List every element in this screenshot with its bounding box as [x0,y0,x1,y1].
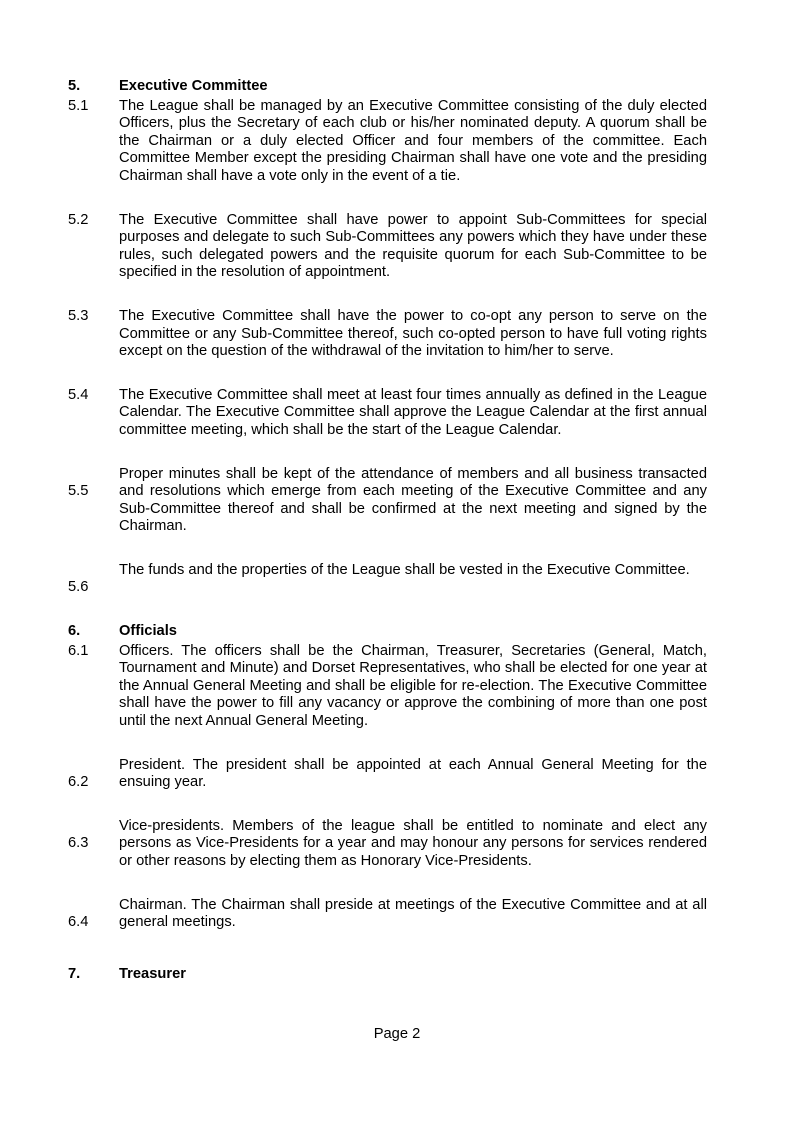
clause-number: 6.4 [68,914,89,931]
clause-number: 5.5 [68,483,89,500]
clause-row [68,818,707,871]
clause-number: 5.1 [68,97,89,114]
clause-row [68,466,707,536]
section-number: 5. [68,78,81,94]
clause-number: 6.3 [68,835,89,852]
clause-number: 6.1 [68,642,89,659]
section-number: 6. [68,623,81,640]
clause-text: Proper minutes shall be kept of the attendance of members and all business transacted and resolutions which emerge from each meeting of the Executive Committee and any Sub-Committee thereof and shall be confirmed at the next meeting and signed by the Chairman. [119,465,707,535]
clause-row [68,98,707,186]
section-executive-committee [68,78,707,597]
section-heading [68,966,707,984]
clause-text: The Executive Committee shall have power to appoint Sub-Committees for special purposes and delegate to such Sub-Committees any powers which they have under these rules, such delegated powers and the requisite quorum for each Sub-Committee to be specified in the resolution of appointment. [119,211,707,281]
clause-row [68,562,707,597]
section-number: 7. [68,965,81,982]
clause-text: President. The president shall be appointed at each Annual General Meeting for the ensuing year. [119,756,707,791]
section-treasurer [68,966,707,984]
clause-row [68,897,707,932]
page-footer [0,1026,794,1044]
clause-number: 5.3 [68,307,89,324]
section-title: Officials [119,623,177,640]
clause-row [68,308,707,361]
clause-number: 5.2 [68,211,89,228]
clause-row [68,757,707,792]
section-officials [68,623,707,932]
clause-row [68,212,707,282]
clause-text: The Executive Committee shall meet at least four times annually as defined in the League Calendar. The Executive Committee shall approve the League Calendar at the first annual committee meeting, which shall be the start of the League Calendar. [119,386,707,438]
clause-text: Vice-presidents. Members of the league shall be entitled to nominate and elect any persons as Vice-Presidents for a year and may honour any persons for services rendered or other reasons by electing them as Honorary Vice-Presidents. [119,817,707,869]
clause-text: The Executive Committee shall have the power to co-opt any person to serve on the Committee or any Sub-Committee thereof, such co-opted person to have full voting rights except on the question of the withdrawal of the invitation to him/her to serve. [119,307,707,360]
section-heading [68,623,707,641]
clause-number: 6.2 [68,774,89,791]
clause-number: 5.4 [68,386,89,403]
clause-text: The funds and the properties of the League shall be vested in the Executive Committee. [119,561,690,578]
clause-text: Chairman. The Chairman shall preside at meetings of the Executive Committee and at all general meetings. [119,896,707,931]
clause-text: The League shall be managed by an Executive Committee consisting of the duly elected Officers, plus the Secretary of each club or his/her nominated deputy. A quorum shall be the Chairman or a duly elected Officer and four members of the committee. Each Committee Member except the presiding Chairman shall have one vote and the presiding Chairman shall have a vote only in the event of a tie. [119,97,707,184]
clause-number: 5.6 [68,579,89,596]
page-number-label: Page 2 [373,1026,421,1042]
section-heading [68,78,707,96]
clause-row [68,643,707,731]
section-title: Executive Committee [119,78,268,94]
section-title: Treasurer [119,965,186,982]
clause-text: Officers. The officers shall be the Chairman, Treasurer, Secretaries (General, Match, Tournament and Minute) and Dorset Representatives, who shall be elected for one year at the Annual General Meeting and shall be eligible for re-election. The Executive Committee shall have the power to fill any vacancy or approve the combining of more than one post until the next Annual General Meeting. [119,642,707,730]
document-content [68,78,707,985]
clause-row [68,387,707,440]
